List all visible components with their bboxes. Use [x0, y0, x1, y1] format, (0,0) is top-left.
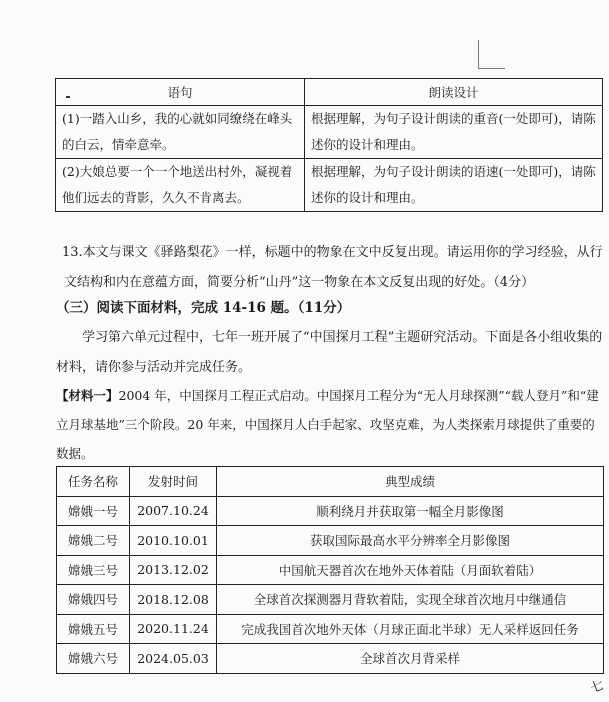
header-sentence: 语句	[56, 79, 305, 106]
section-3-heading: （三）阅读下面材料，完成 14-16 题。（11分）	[56, 300, 351, 316]
launch-time: 2024.05.03	[130, 644, 217, 674]
table-row	[56, 159, 603, 212]
table-row	[57, 526, 604, 556]
header-achievement: 典型成绩	[217, 467, 604, 497]
material-1-text: 2004 年，中国探月工程正式启动。中国探月工程分为“无人月球探测”“载人登月”和“建立月球基地”三个阶段。20 年来，中国探月人白手起家、攻坚克难，为人类探索月球提供了重要的数据。	[56, 388, 599, 461]
table-row	[57, 496, 604, 526]
mission-name: 嫦娥五号	[57, 614, 130, 644]
table-header-row	[57, 467, 604, 497]
table-header-row	[56, 79, 603, 106]
design-cell: 根据理解，为句子设计朗读的语速(一处即可)，请陈述你的设计和理由。	[305, 159, 603, 212]
achievement: 获取国际最高水平分辨率全月影像图	[217, 526, 604, 556]
header-mission-name: 任务名称	[57, 467, 130, 497]
corner-mark	[478, 40, 505, 69]
question-13: 13.本文与课文《驿路梨花》一样，标题中的物象在文中反复出现。请运用你的学习经验，从行文结构和内在意蕴方面，简要分析“山丹”这一物象在本文反复出现的好处。（4分）	[62, 245, 603, 290]
achievement: 顺利绕月并获取第一幅全月影像图	[217, 496, 604, 526]
achievement: 完成我国首次地外天体（月球正面北半球）无人采样返回任务	[217, 614, 604, 644]
reading-design-table	[55, 78, 603, 212]
launch-time: 2007.10.24	[130, 496, 217, 526]
mission-table	[56, 466, 604, 674]
achievement: 中国航天器首次在地外天体着陆（月面软着陆）	[217, 555, 604, 585]
launch-time: 2010.10.01	[130, 526, 217, 556]
launch-time: 2013.12.02	[130, 555, 217, 585]
material-1	[56, 381, 604, 468]
sentence-cell: (1)一踏入山乡，我的心就如同缭绕在峰头的白云，情牵意牵。	[56, 106, 305, 159]
mission-name: 嫦娥三号	[57, 555, 130, 585]
mission-name: 嫦娥一号	[57, 496, 130, 526]
sentence-cell: (2)大娘总要一个一个地送出村外，凝视着他们远去的背影，久久不肯离去。	[56, 159, 305, 212]
mission-name: 嫦娥四号	[57, 585, 130, 615]
launch-time: 2020.11.24	[130, 614, 217, 644]
design-cell: 根据理解，为句子设计朗读的重音(一处即可)，请陈述你的设计和理由。	[305, 106, 603, 159]
header-launch-time: 发射时间	[130, 467, 217, 497]
table-row	[57, 614, 604, 644]
page-mark: 七	[588, 678, 606, 697]
table-row	[57, 555, 604, 585]
achievement: 全球首次探测器月背软着陆，实现全球首次地月中继通信	[217, 585, 604, 615]
header-reading-design: 朗读设计	[305, 79, 603, 106]
mission-name: 嫦娥六号	[57, 644, 130, 674]
achievement: 全球首次月背采样	[217, 644, 604, 674]
mission-name: 嫦娥二号	[57, 526, 130, 556]
launch-time: 2018.12.08	[130, 585, 217, 615]
section-3-intro: 学习第六单元过程中，七年一班开展了“中国探月工程”主题研究活动。下面是各小组收集的材料，请你参与活动并完成任务。	[56, 330, 603, 375]
table-row	[56, 106, 603, 159]
material-1-tag: 【材料一】	[56, 388, 119, 403]
table-row	[57, 644, 604, 674]
table-row	[57, 585, 604, 615]
